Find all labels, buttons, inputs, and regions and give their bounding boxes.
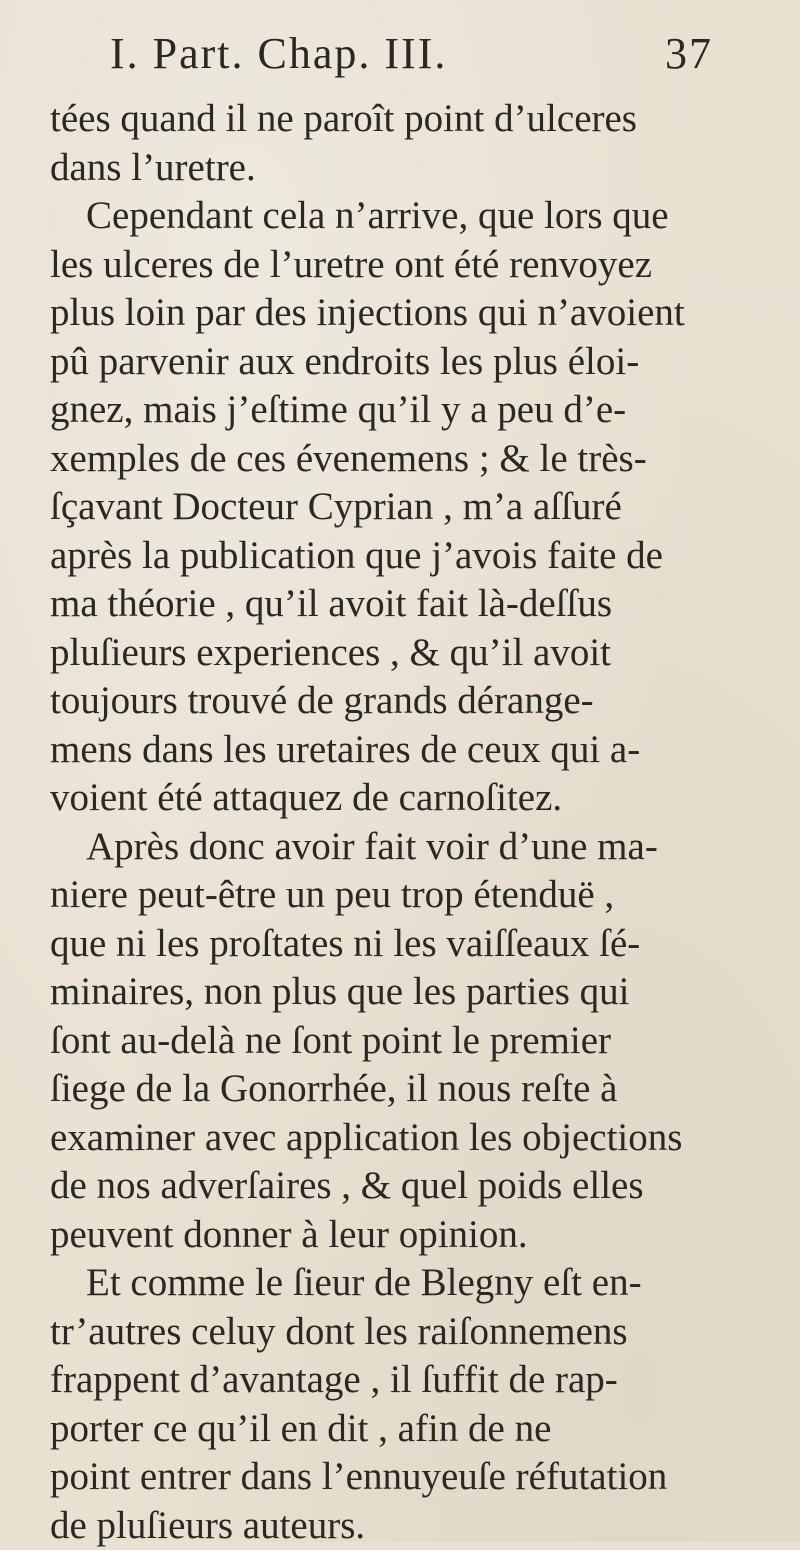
text-line: frappent d’avantage , il ſuffit de rap- (50, 1356, 790, 1405)
text-line: de pluſieurs auteurs. (50, 1502, 790, 1550)
body-text (50, 95, 790, 1550)
text-line: toujours trouvé de grands dérange- (50, 677, 790, 726)
paragraph-start-line: Après donc avoir fait voir d’une ma- (50, 823, 790, 872)
text-line: dans l’uretre. (50, 144, 790, 193)
text-line: ſiege de la Gonorrhée, il nous reſte à (50, 1065, 790, 1114)
text-line: niere peut-être un peu trop étenduë , (50, 871, 790, 920)
text-line: que ni les proſtates ni les vaiſſeaux ſé- (50, 920, 790, 969)
text-line: mens dans les uretaires de ceux qui a- (50, 726, 790, 775)
text-line: après la publication que j’avois faite de (50, 532, 790, 581)
text-line: les ulceres de l’uretre ont été renvoyez (50, 241, 790, 290)
text-line: pluſieurs experiences , & qu’il avoit (50, 629, 790, 678)
text-line: peuvent donner à leur opinion. (50, 1211, 790, 1260)
text-line: ſont au-delà ne ſont point le premier (50, 1017, 790, 1066)
text-line: voient été attaquez de carnoſitez. (50, 774, 790, 823)
running-title: I. Part. Chap. III. (110, 24, 447, 84)
paragraph-start-line: Et comme le ſieur de Blegny eſt en- (50, 1259, 790, 1308)
text-line: de nos adverſaires , & quel poids elles (50, 1162, 790, 1211)
paragraph-start-line: Cependant cela n’arrive, que lors que (50, 192, 790, 241)
text-line: tr’autres celuy dont les raiſonnemens (50, 1308, 790, 1357)
text-line: plus loin par des injections qui n’avoient (50, 289, 790, 338)
text-line: examiner avec application les objections (50, 1114, 790, 1163)
text-line: ſçavant Docteur Cyprian , m’a aſſuré (50, 483, 790, 532)
text-line: pû parvenir aux endroits les plus éloi- (50, 338, 790, 387)
text-line: minaires, non plus que les parties qui (50, 968, 790, 1017)
text-line: gnez, mais j’eſtime qu’il y a peu d’e- (50, 386, 790, 435)
page-header (110, 24, 760, 84)
text-line: point entrer dans l’ennuyeuſe réfutation (50, 1453, 790, 1502)
text-line: xemples de ces évenemens ; & le très- (50, 435, 790, 484)
text-line: porter ce qu’il en dit , afin de ne (50, 1405, 790, 1454)
page-number: 37 (665, 24, 713, 84)
text-line: tées quand il ne paroît point d’ulceres (50, 95, 790, 144)
text-line: ma théorie , qu’il avoit fait là-deſſus (50, 580, 790, 629)
